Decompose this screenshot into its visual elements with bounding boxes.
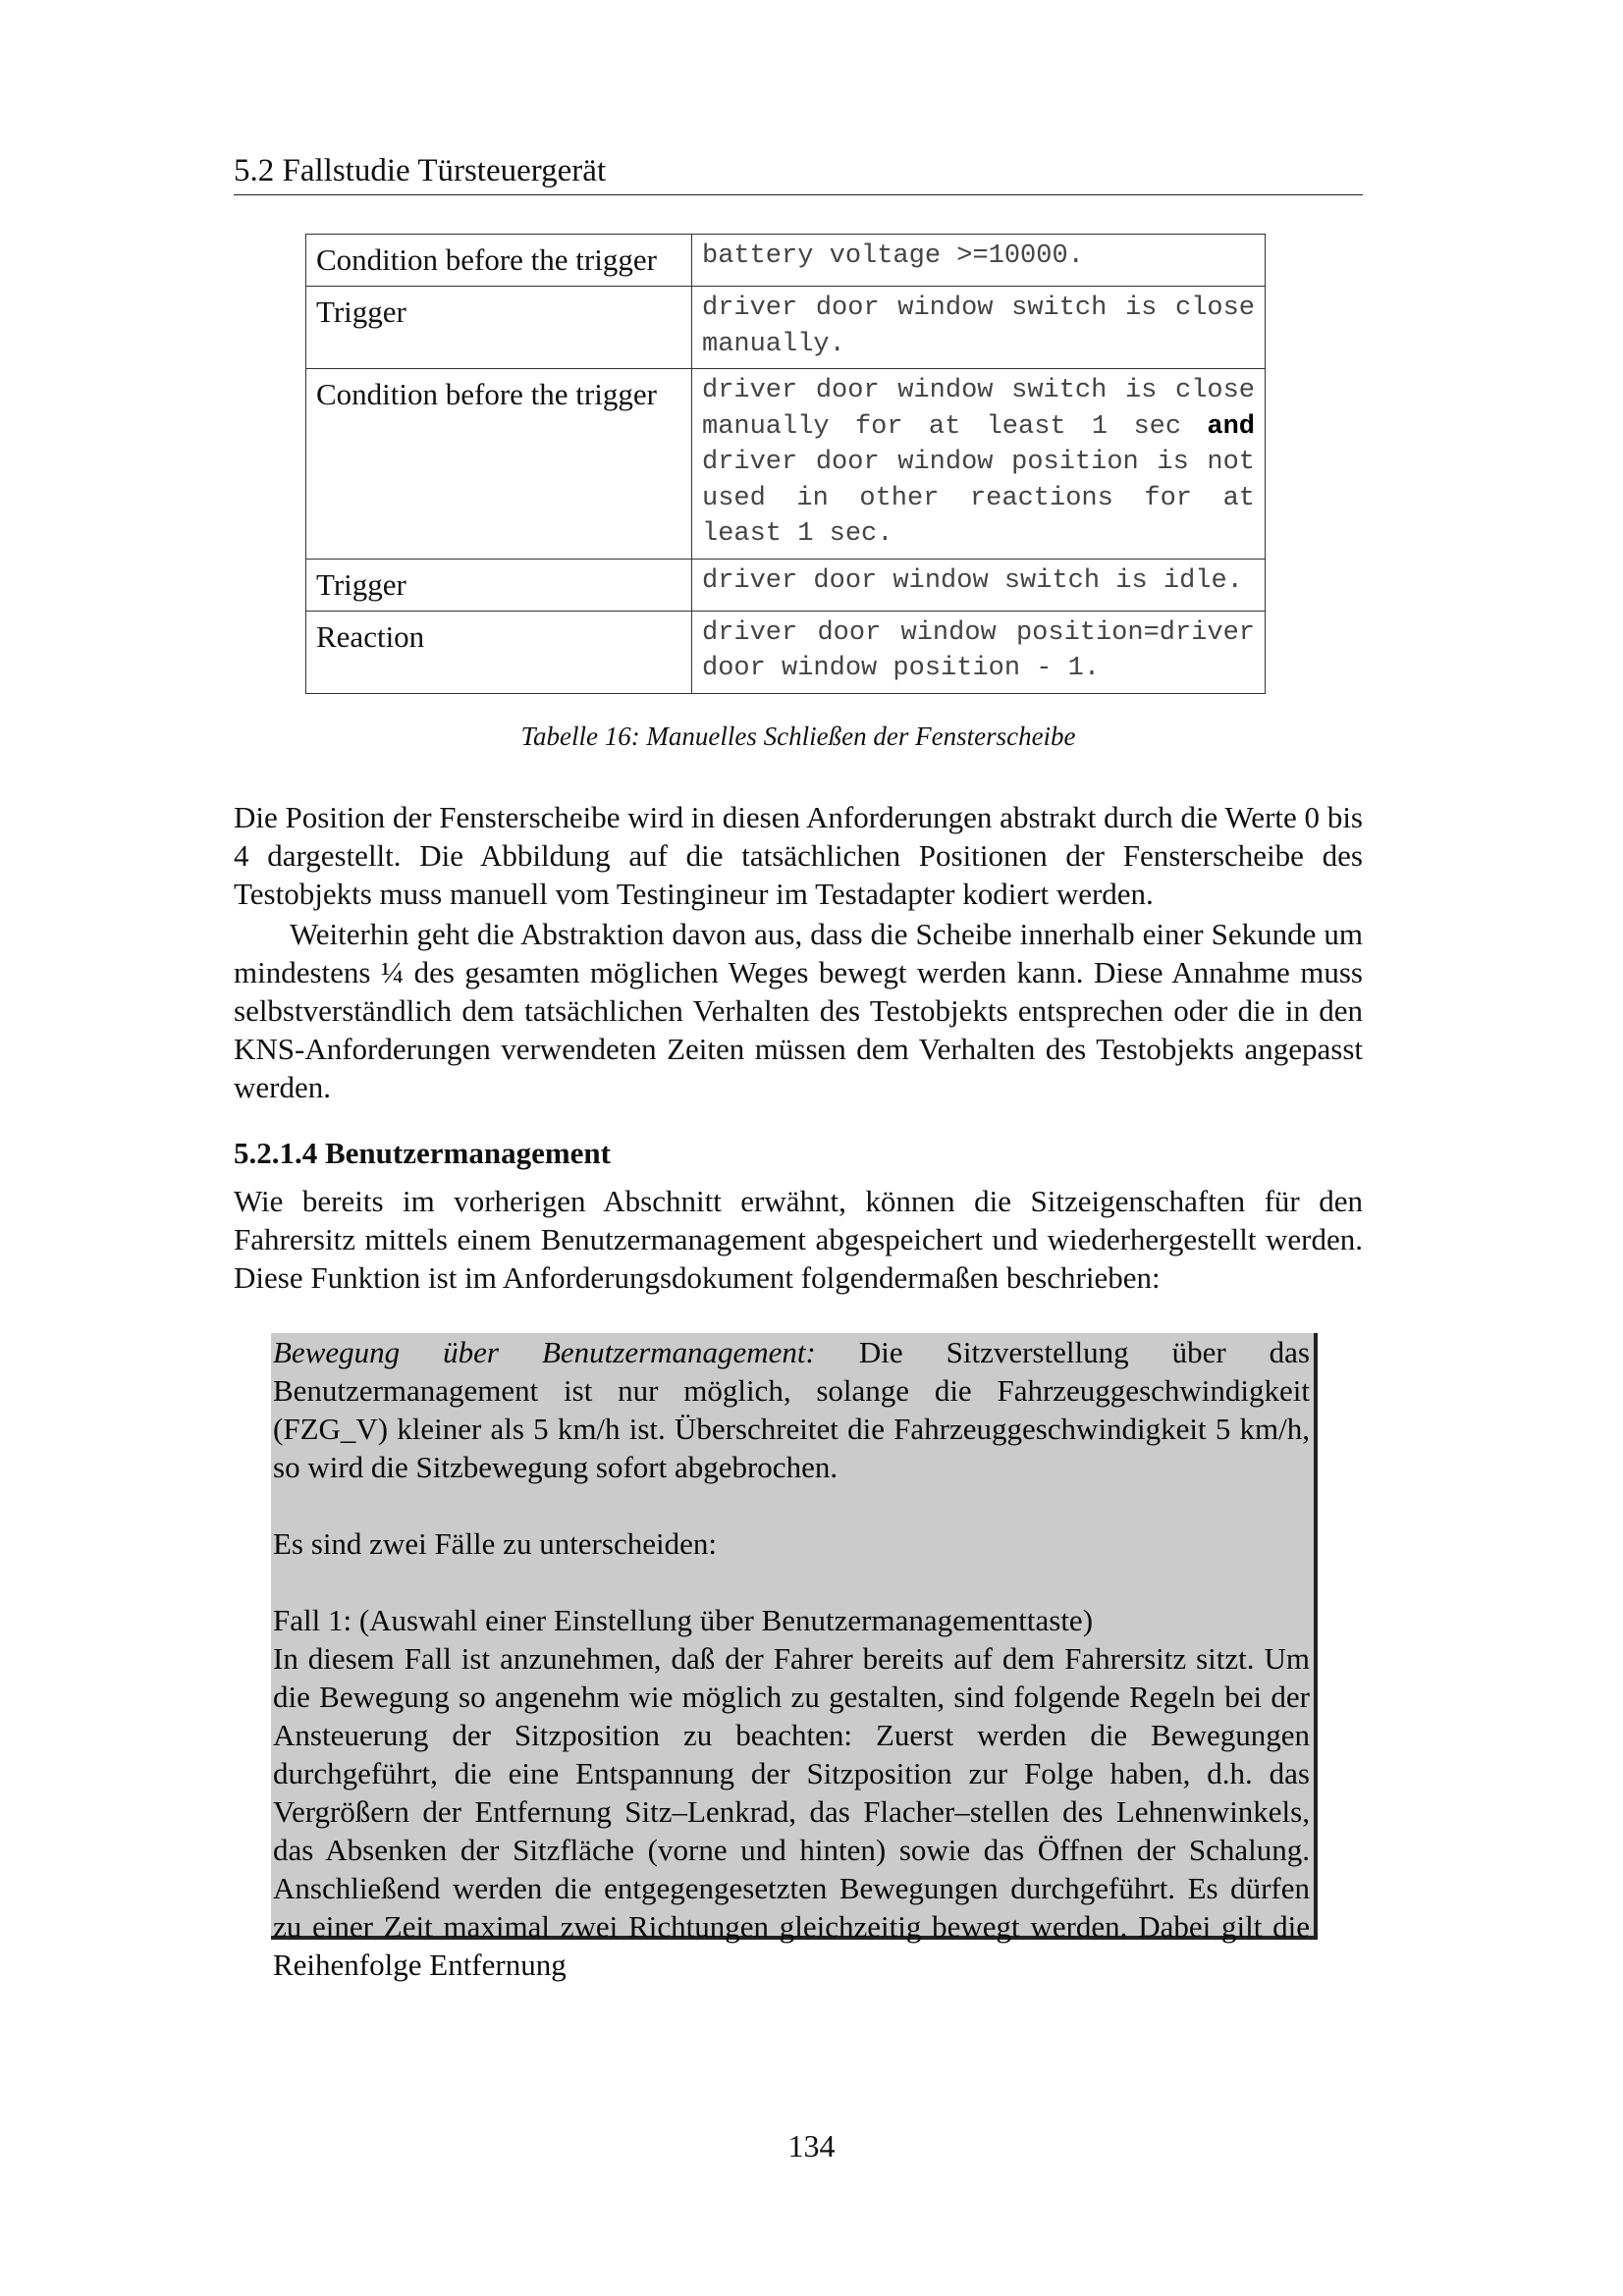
row-label: Trigger [306,559,692,611]
row-label: Condition before the trigger [306,235,692,287]
row-value-part: driver door window position is not used in other reactions for at least 1 sec. [702,448,1255,549]
table-row [306,559,1266,611]
requirements-table [305,234,1266,694]
body-paragraph: Weiterhin geht die Abstraktion davon aus, dass die Scheibe innerhalb einer Sekunde um mindestens ¼ des gesamten möglichen Weges bewegt werden kann. Diese Annahme muss selbstverständlich dem tatsächlichen Verhalten des Testobjekts entsprechen oder die in den KNS-Anforderungen verwendeten Zeiten müssen dem Verhalten des Testobjekts angepasst werden. [234,917,1363,1104]
row-value: driver door window switch is close manually. [692,287,1266,369]
row-value: driver door window switch is idle. [692,559,1266,611]
quote-paragraph [273,1333,1310,1486]
table-row [306,287,1266,369]
row-value: driver door window position=driver door window position - 1. [692,611,1266,693]
row-value-part: driver door window switch is close manually for at least 1 sec [702,376,1255,442]
quote-case-title: Fall 1: (Auswahl einer Einstellung über Benutzermanagementtaste) [273,1603,1094,1637]
table-row [306,369,1266,560]
quote-text: Die Sitzverstellung über das Benutzermanagement ist nur möglich, solange die Fahrzeuggeschwindigkeit (FZG_V) kleiner als 5 km/h ist. Überschreitet die Fahrzeuggeschwindigkeit 5 km/h, so wird die Sitzbewegung sofort abgebrochen. [273,1335,1310,1484]
row-label: Reaction [306,611,692,693]
row-label: Trigger [306,287,692,369]
running-header: 5.2 Fallstudie Türsteuergerät [234,149,1363,195]
table-row [306,611,1266,693]
row-value: battery voltage >=10000. [692,235,1266,287]
body-paragraph: Wie bereits im vorherigen Abschnitt erwähnt, können die Sitzeigenschaften für den Fahrersitz mittels einem Benutzermanagement abgespeichert und wiederhergestellt werden. Diese Funktion ist im Anforderungsdokument folgendermaßen beschrieben: [234,1184,1363,1295]
quote-paragraph: Es sind zwei Fälle zu unterscheiden: [273,1526,717,1561]
quote-paragraph: In diesem Fall ist anzunehmen, daß der Fahrer bereits auf dem Fahrersitz sitzt. Um die Bewegung so angenehm wie möglich zu gestalten, sind folgende Regeln bei der Ansteuerung der Sitzposition zu beachten: Zuerst werden die Bewegungen durchgeführt, die eine Entspannung der Sitzposition zur Folge haben, d.h. das Vergrößern der Entfernung Sitz–Lenkrad, das Flacher–stellen des Lehnenwinkels, das Absenken der Sitzfläche (vorne und hinten) sowie das Öffnen der Schalung. Anschließend werden die entgegengesetzten Bewegungen durchgeführt. Es dürfen zu einer Zeit maximal zwei Richtungen gleichzeitig bewegt werden. Dabei gilt die Reihenfolge Entfernung [273,1641,1310,1982]
row-value-keyword: and [1207,411,1255,442]
row-value [692,369,1266,560]
body-paragraph: Die Position der Fensterscheibe wird in diesen Anforderungen abstrakt durch die Werte 0 bis 4 dargestellt. Die Abbildung auf die tatsächlichen Positionen der Fensterscheibe des Testobjekts muss manuell vom Testingineur im Testadapter kodiert werden. [234,800,1363,911]
requirement-quote-box [271,1333,1318,1982]
table-row [306,235,1266,287]
quote-italic-lead: Bewegung über Benutzermanagement: [273,1335,816,1369]
section-heading: 5.2.1.4 Benutzermanagement [234,1136,611,1170]
table-caption: Tabelle 16: Manuelles Schließen der Fensterscheibe [520,721,1076,751]
page-number: 134 [787,2128,836,2163]
row-label: Condition before the trigger [306,369,692,560]
